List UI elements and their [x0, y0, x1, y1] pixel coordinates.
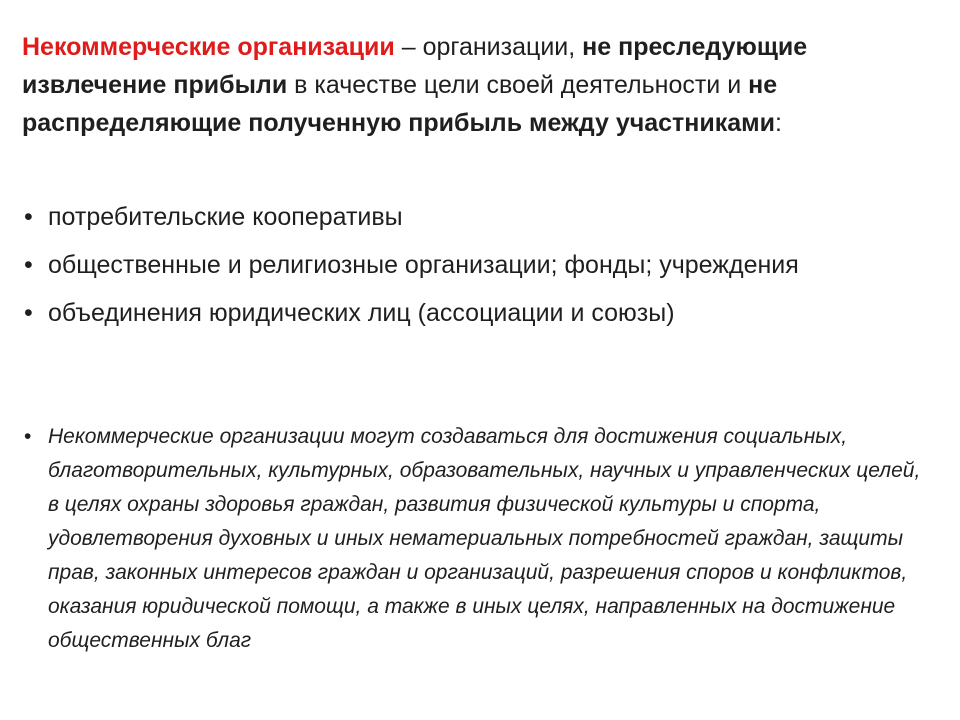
definition-paragraph [22, 28, 947, 142]
definition-term: Некоммерческие организации [22, 33, 395, 61]
definition-text-1: – организации, [394, 33, 583, 61]
purpose-note-list [22, 420, 932, 658]
list-item: • общественные и религиозные организации; фонды; учреждения [22, 248, 922, 282]
list-item: • потребительские кооперативы [22, 200, 922, 234]
organization-types-list [22, 200, 922, 344]
definition-text-3: : [775, 109, 782, 137]
definition-text-2: в качестве цели своей деятельности и [287, 71, 749, 99]
definition-bold-1: не преследующие извлечение прибыли [22, 33, 808, 99]
purpose-note: • Некоммерческие организации могут создаваться для достижения социальных, благотворительных, культурных, образовательных, научных и управленческих целей, в целях охраны здоровья граждан, развития физической культуры и спорта, удовлетворения духовных и иных нематериальных потребностей граждан, защиты прав, законных интересов граждан и организаций, разрешения споров и конфликтов, оказания юридической помощи, а также в иных целях, направленных на достижение общественных благ [22, 420, 932, 658]
list-item: • объединения юридических лиц (ассоциации и союзы) [22, 296, 922, 330]
definition-bold-2: не распределяющие полученную прибыль между участниками [22, 71, 778, 137]
